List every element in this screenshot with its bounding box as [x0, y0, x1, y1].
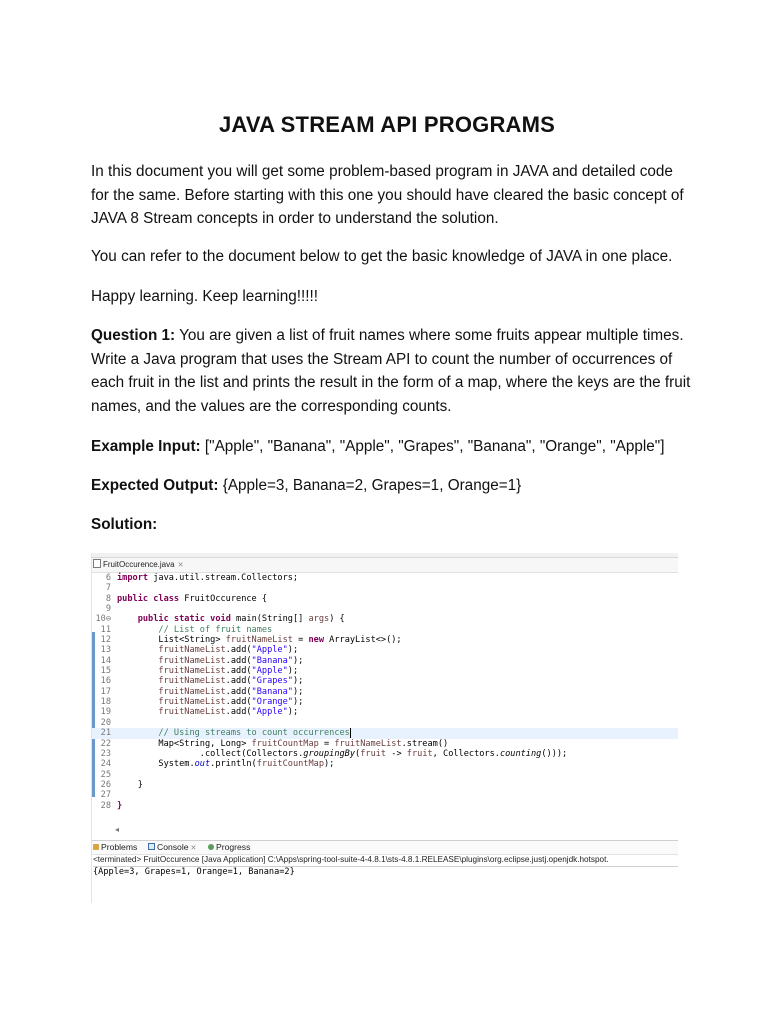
console-icon — [148, 843, 155, 850]
expected-output-label: Expected Output: — [91, 477, 219, 494]
code-line: 23 .collect(Collectors.groupingBy(fruit -> fruit, Collectors.counting())); — [100, 748, 568, 759]
expected-output-paragraph — [91, 474, 691, 498]
code-line: 26 } — [100, 779, 143, 790]
close-icon[interactable]: ✕ — [177, 562, 184, 569]
ide-left-border — [91, 553, 92, 903]
console-description: <terminated> FruitOccurence [Java Application] C:\Apps\spring-tool-suite-4-4.8.1\sts-4.8.1.RELEASE\plugins\org.eclipse.justj.openjdk.hotspot. — [93, 855, 678, 867]
code-line: 27 — [100, 790, 111, 801]
code-line: 24 System.out.println(fruitCountMap); — [100, 759, 335, 770]
question-paragraph — [91, 324, 691, 419]
code-line: 17 fruitNameList.add("Banana"); — [100, 686, 304, 697]
code-line: 18 fruitNameList.add("Orange"); — [100, 697, 304, 708]
code-line: 14 fruitNameList.add("Banana"); — [100, 655, 304, 666]
java-file-icon — [93, 559, 101, 568]
code-line: 6 import java.util.stream.Collectors; — [105, 573, 299, 583]
code-line: 8 public class FruitOccurence { — [105, 593, 268, 604]
page-title: JAVA STREAM API PROGRAMS — [218, 112, 556, 137]
tab-problems[interactable]: Problems — [93, 842, 137, 852]
example-input-paragraph — [91, 435, 691, 459]
scroll-left-arrow-icon[interactable]: ◂ — [115, 825, 120, 834]
intro-paragraph-2: You can refer to the document below to get the basic knowledge of JAVA in one place. — [91, 248, 673, 265]
intro-paragraph-3: Happy learning. Keep learning!!!!! — [91, 288, 319, 305]
code-line: 11 // List of fruit names — [100, 624, 273, 635]
intro-paragraph-1: In this document you will get some problem-based program in JAVA and detailed code for the same. Before starting with this one you should have cleared the basic concept of JAVA 8 Stream concepts in order to understand the solution. — [91, 163, 684, 228]
text-caret — [350, 728, 351, 738]
code-line: 15 fruitNameList.add("Apple"); — [100, 666, 299, 677]
editor-tab-label: FruitOccurence.java — [103, 560, 175, 569]
code-line: 7 — [105, 583, 111, 594]
code-line-current: 21 // Using streams to count occurrences — [91, 728, 678, 738]
question-text: You are given a list of fruit names where some fruits appear multiple times. Write a Java program that uses the Stream API to count the number of occurrences of each fruit in the list and prints the result in the form of a map, where the keys are the fruit names, and the values are the corresponding counts. — [91, 327, 691, 416]
code-line: 20 — [100, 717, 111, 728]
question-label: Question 1: — [91, 327, 176, 344]
close-icon[interactable]: ✕ — [190, 845, 197, 852]
example-input-value: ["Apple", "Banana", "Apple", "Grapes", "Banana", "Orange", "Apple"] — [200, 438, 665, 455]
ide-screenshot — [91, 553, 678, 903]
code-line: 22 Map<String, Long> fruitCountMap = fruitNameList.stream() — [100, 738, 449, 749]
tab-console[interactable]: Console ✕ — [148, 842, 196, 852]
tab-progress[interactable]: Progress — [208, 842, 250, 852]
example-input-label: Example Input: — [91, 438, 201, 455]
console-output: {Apple=3, Grapes=1, Orange=1, Banana=2} — [93, 867, 295, 877]
solution-label: Solution: — [91, 516, 158, 533]
bottom-panel-tabs — [91, 840, 678, 855]
code-line: 19 fruitNameList.add("Apple"); — [100, 707, 299, 718]
editor-tab-bar — [91, 558, 678, 573]
code-editor[interactable] — [91, 573, 678, 811]
code-line: 12 List<String> fruitNameList = new ArrayList<>(); — [100, 635, 402, 646]
code-line: 16 fruitNameList.add("Grapes"); — [100, 676, 304, 687]
progress-icon — [208, 844, 214, 850]
problems-icon — [93, 844, 99, 850]
code-line: 25 — [100, 769, 111, 780]
code-line: 13 fruitNameList.add("Apple"); — [100, 645, 299, 656]
editor-tab-fruitoccurence[interactable] — [93, 559, 183, 569]
code-line: 9 — [105, 604, 111, 615]
code-line: 10⊖ public static void main(String[] args) { — [95, 614, 345, 625]
code-line: 28 } — [100, 800, 123, 811]
expected-output-value: {Apple=3, Banana=2, Grapes=1, Orange=1} — [218, 477, 522, 494]
